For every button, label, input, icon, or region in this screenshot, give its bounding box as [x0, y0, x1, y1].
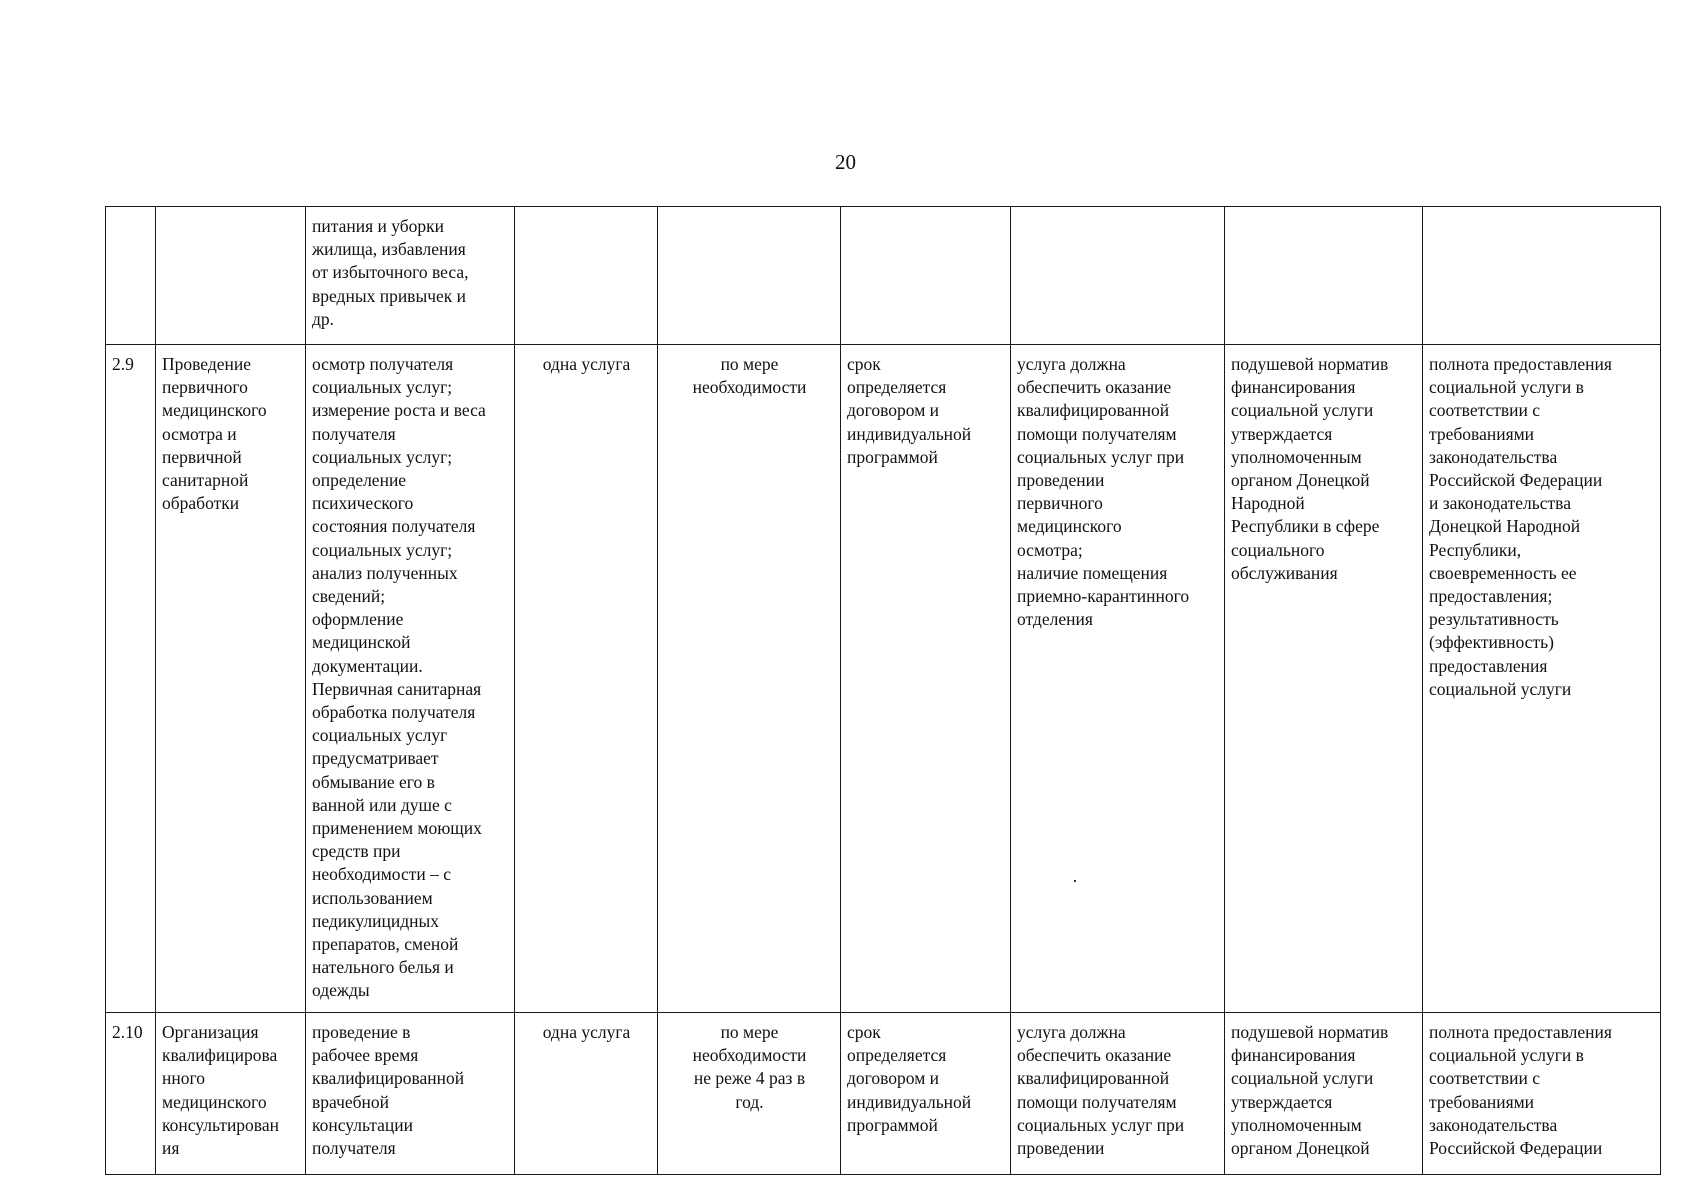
table-row [106, 345, 1661, 1013]
scan-speck [1074, 880, 1076, 882]
row-number-cell [106, 207, 156, 345]
service-content-cell: осмотр получателя социальных услуг; измерение роста и веса получателя социальных услуг; определение психического состояния получателя социальных услуг; анализ полученных сведений; оформление медицинской документации. Первичная санитарная обработка получателя социальных услуг предусматривает обмывание его в ванной или душе с применением моющих средств при необходимости – с использованием педикулицидных препаратов, сменой нательного белья и одежды [306, 345, 515, 1013]
unit-cell: одна услуга [515, 345, 658, 1013]
quality-cell [1423, 207, 1661, 345]
periodicity-cell: по мере необходимости [658, 345, 841, 1013]
financing-cell: подушевой норматив финансирования социальной услуги утверждается уполномоченным органом Донецкой Народной Республики в сфере социального обслуживания [1225, 345, 1423, 1013]
financing-cell: подушевой норматив финансирования социальной услуги утверждается уполномоченным органом Донецкой [1225, 1013, 1423, 1175]
quality-cell: полнота предоставления социальной услуги в соответствии с требованиями законодательства Российской Федерации и законодательства Донецкой Народной Республики, своевременность ее предоставления; результативность (эффективность) предоставления социальной услуги [1423, 345, 1661, 1013]
table-row [106, 207, 1661, 345]
conditions-cell: услуга должна обеспечить оказание квалифицированной помощи получателям социальных услуг при проведении [1011, 1013, 1225, 1175]
table-row [106, 1013, 1661, 1175]
conditions-cell: услуга должна обеспечить оказание квалифицированной помощи получателям социальных услуг при проведении первичного медицинского осмотра; наличие помещения приемно-карантинного отделения [1011, 345, 1225, 1013]
services-table [105, 206, 1661, 1175]
services-table-container [105, 206, 1660, 1175]
service-content-cell: проведение в рабочее время квалифицированной врачебной консультации получателя [306, 1013, 515, 1175]
service-content-cell: питания и уборки жилища, избавления от избыточного веса, вредных привычек и др. [306, 207, 515, 345]
conditions-cell [1011, 207, 1225, 345]
financing-cell [1225, 207, 1423, 345]
service-name-cell: Проведение первичного медицинского осмотра и первичной санитарной обработки [156, 345, 306, 1013]
periodicity-cell: по мере необходимости не реже 4 раз в год. [658, 1013, 841, 1175]
unit-cell [515, 207, 658, 345]
unit-cell: одна услуга [515, 1013, 658, 1175]
page-number: 20 [835, 150, 856, 174]
term-cell: срок определяется договором и индивидуальной программой [841, 1013, 1011, 1175]
row-number-cell: 2.9 [106, 345, 156, 1013]
periodicity-cell [658, 207, 841, 345]
term-cell: срок определяется договором и индивидуальной программой [841, 345, 1011, 1013]
service-name-cell: Организация квалифицирова нного медицинского консультирован ия [156, 1013, 306, 1175]
term-cell [841, 207, 1011, 345]
row-number-cell: 2.10 [106, 1013, 156, 1175]
service-name-cell [156, 207, 306, 345]
quality-cell: полнота предоставления социальной услуги в соответствии с требованиями законодательства Российской Федерации [1423, 1013, 1661, 1175]
